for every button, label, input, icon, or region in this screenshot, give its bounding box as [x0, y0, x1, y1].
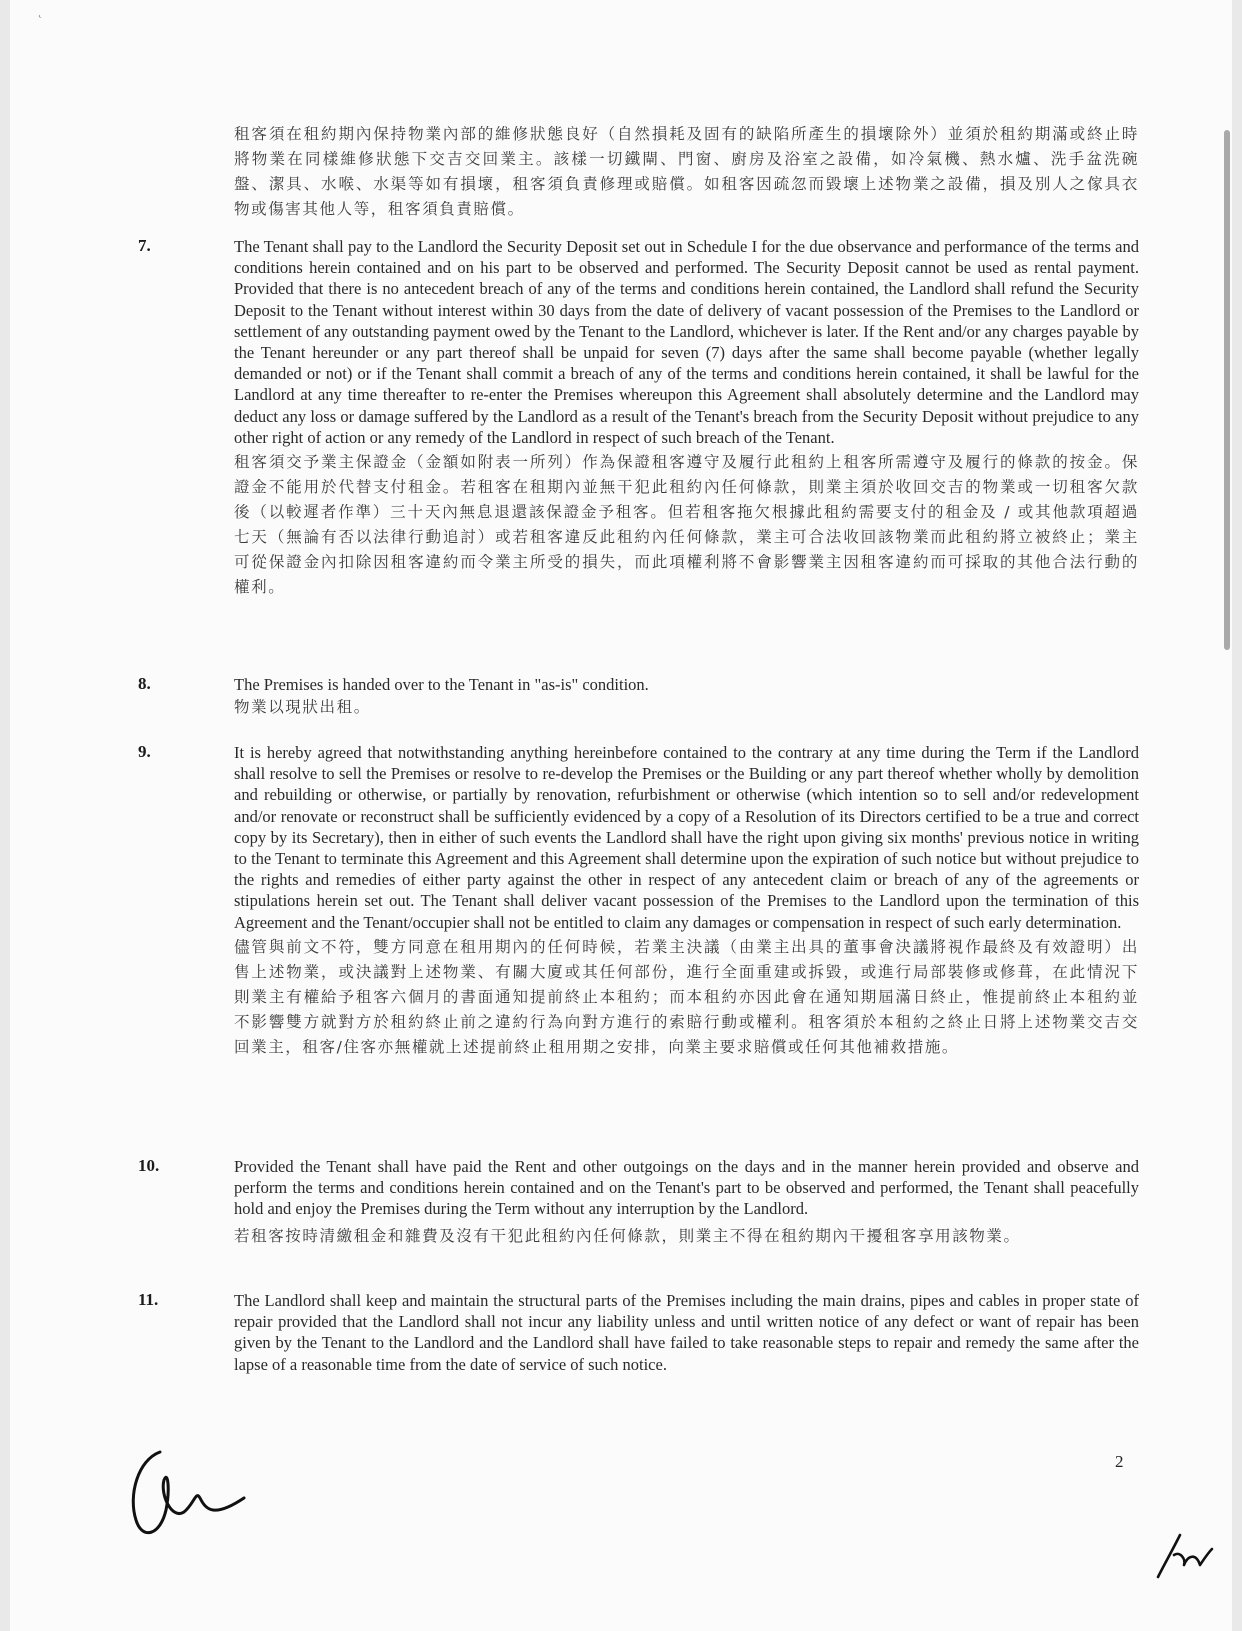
clause-number: 7.: [138, 236, 151, 255]
clause-number: 10.: [138, 1156, 160, 1175]
clause-chinese-text: 租客須交予業主保證金（金額如附表一所列）作為保證租客遵守及履行此租約上租客所需遵守及履行的條款的按金。保證金不能用於代替支付租金。若租客在租期內並無干犯此租約內任何條款，則業主須於收回交吉的物業或一切租客欠款後（以較遲者作準）三十天內無息退還該保證金予租客。但若租客拖欠根據此租約需要支付的租金及 / 或其他款項超過七天（無論有否以法律行動追討）或若租客違反此租約內任何條款，業主可合法收回該物業而此租約將立被終止；業主可從保證金內扣除因租客違約而令業主所受的損失，而此項權利將不會影響業主因租客違約而可採取的其他合法行動的權利。: [234, 453, 1139, 597]
scrollbar[interactable]: [1224, 130, 1230, 650]
clause-chinese-text: 若租客按時清繳租金和雜費及沒有干犯此租約內任何條款，則業主不得在租約期內干擾租客享用該物業。: [234, 1226, 1021, 1245]
page-number: 2: [1115, 1452, 1124, 1471]
clause-english-text: Provided the Tenant shall have paid the Rent and other outgoings on the days and in the manner herein provided and observe and perform the terms and conditions herein contained and on the Tenant's part to be observed and performed, the Tenant shall peacefully hold and enjoy the Premises during the Term without any interruption by the Landlord.: [234, 1157, 1139, 1219]
clause-chinese-text: 物業以現狀出租。: [234, 698, 371, 717]
intro-chinese-text: 租客須在租約期內保持物業內部的維修狀態良好（自然損耗及固有的缺陷所產生的損壞除外）並須於租約期滿或終止時將物業在同樣維修狀態下交吉交回業主。該樣一切鐵閘、門窗、廚房及浴室之設備，如冷氣機、熱水爐、洗手盆洗碗盤、潔具、水喉、水渠等如有損壞，租客須負責修理或賠償。如租客因疏忽而毀壞上述物業之設備，損及別人之傢具衣物或傷害其他人等，租客須負責賠償。: [234, 125, 1139, 218]
clause-english-text: It is hereby agreed that notwithstanding anything hereinbefore contained to the contrary at any time during the Term if the Landlord shall resolve to sell the Premises or resolve to re-develop the Premises or the Building or any part thereof whether wholly by demolition and rebuilding or otherwise, or partially by renovation, refurbishment or otherwise (which intention so to sell and/or redevelopment and/or renovate or reconstruct shall be sufficiently evidenced by a copy of a Resolution of its Directors certified to be a true and correct copy by its Secretary), then in either of such events the Landlord shall have the right upon giving six months' previous notice in writing to the Tenant to terminate this Agreement and this Agreement shall determine upon the expiration of such notice but without prejudice to the rights and remedies of either party against the other in respect of any antecedent claim or breach of any of the agreements or stipulations herein set out. The Tenant shall deliver vacant possession of the Premises to the Landlord upon the termination of this Agreement and the Tenant/occupier shall not be entitled to claim any damages or compensation in respect of such early determination.: [234, 743, 1139, 932]
clause-english-text: The Tenant shall pay to the Landlord the Security Deposit set out in Schedule I for the due observance and performance of the terms and conditions herein contained and on his part to be observed and performed. The Security Deposit cannot be used as rental payment. Provided that there is no antecedent breach of any of the terms and conditions herein contained, the Landlord shall refund the Security Deposit to the Tenant without interest within 30 days from the date of delivery of vacant possession of the Premises to the Landlord or settlement of any outstanding payment owed by the Tenant to the Landlord, whichever is later. If the Rent and/or any charges payable by the Tenant hereunder or any part thereof shall be unpaid for seven (7) days after the same shall become payable (whether legally demanded or not) or if the Tenant shall commit a breach of any of the terms and conditions herein contained, it shall be lawful for the Landlord at any time thereafter to re-enter the Premises whereupon this Agreement shall absolutely determine and the Landlord may deduct any loss or damage suffered by the Landlord as a result of the Tenant's breach from the Security Deposit without prejudice to any other right of action or any remedy of the Landlord in respect of such breach of the Tenant.: [234, 237, 1139, 447]
clause-number: 8.: [138, 674, 151, 693]
clause-english-text: The Landlord shall keep and maintain the structural parts of the Premises including the main drains, pipes and cables in proper state of repair provided that the Landlord shall not incur any liability unless and until written notice of any defect or want of repair has been given by the Tenant to the Landlord and the Landlord shall have failed to take reasonable steps to repair and remedy the same after the lapse of a reasonable time from the date of service of such notice.: [234, 1291, 1139, 1374]
clause-number: 9.: [138, 742, 151, 761]
clause-chinese-text: 儘管與前文不符，雙方同意在租用期內的任何時候，若業主決議（由業主出具的董事會決議將視作最終及有效證明）出售上述物業，或決議對上述物業、有關大廈或其任何部份，進行全面重建或拆毀，或進行局部裝修或修葺，在此情況下則業主有權給予租客六個月的書面通知提前終止本租約；而本租約亦因此會在通知期屆滿日終止，惟提前終止本租約並不影響雙方就對方於租約終止前之違約行為向對方進行的索賠行動或權利。租客須於本租約之終止日將上述物業交吉交回業主，租客/住客亦無權就上述提前終止租用期之安排，向業主要求賠償或任何其他補救措施。: [234, 937, 1139, 1056]
corner-mark: ˛: [38, 4, 43, 19]
clause-number: 11.: [138, 1290, 159, 1309]
signature-right: [1150, 1525, 1220, 1585]
signature-left: [120, 1440, 260, 1550]
clause-english-text: The Premises is handed over to the Tenant in "as-is" condition.: [234, 675, 649, 694]
document-page: [10, 0, 1232, 1631]
